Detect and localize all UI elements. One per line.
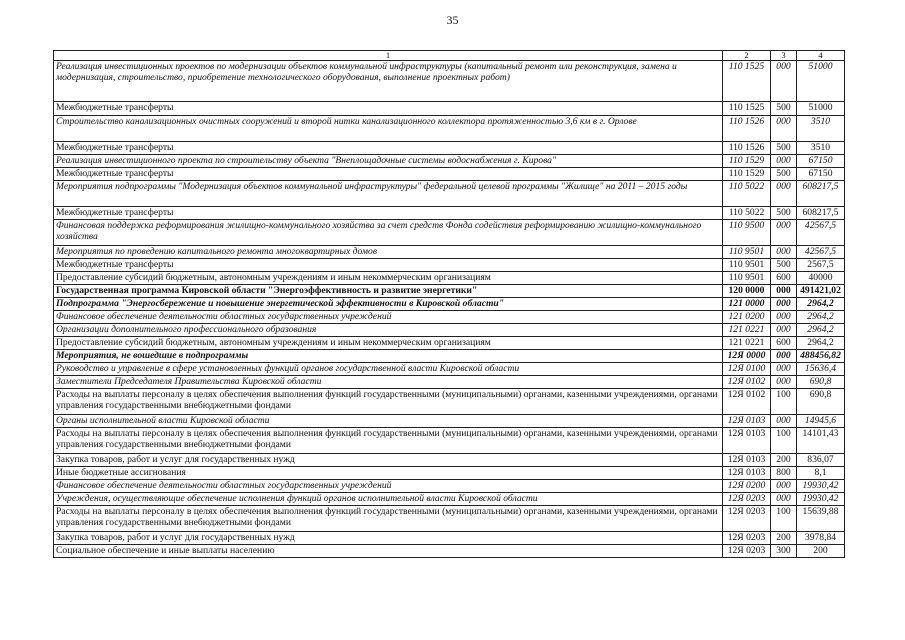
row-amount-cell: 2964,2 xyxy=(797,298,845,311)
table-row xyxy=(54,272,845,285)
row-code-cell: 12Я 0203 xyxy=(723,506,771,532)
row-type-cell: 000 xyxy=(771,480,797,493)
header-col-4: 4 xyxy=(797,51,845,61)
row-code-cell: 12Я 0100 xyxy=(723,363,771,376)
row-code-cell: 12Я 0102 xyxy=(723,376,771,389)
row-amount-cell: 200 xyxy=(797,545,845,558)
row-name-cell: Иные бюджетные ассигнования xyxy=(54,467,723,480)
table-row xyxy=(54,102,845,116)
row-name-cell: Финансовое обеспечение деятельности областных государственных учреждений xyxy=(54,480,723,493)
table-row xyxy=(54,220,845,246)
row-type-cell: 500 xyxy=(771,142,797,155)
row-name-cell: Реализация инвестиционных проектов по модернизации объектов коммунальной инфраструктуры (капитальный ремонт или реконструкция, замена и модернизация, строительство, приобретение технологического оборудования, выполнение проектных работ) xyxy=(54,61,723,102)
row-type-cell: 000 xyxy=(771,285,797,298)
row-amount-cell: 15639,88 xyxy=(797,506,845,532)
row-code-cell: 12Я 0203 xyxy=(723,493,771,506)
row-type-cell: 100 xyxy=(771,389,797,415)
row-amount-cell: 67150 xyxy=(797,168,845,181)
table-row xyxy=(54,506,845,532)
row-amount-cell: 42567,5 xyxy=(797,220,845,246)
table-row xyxy=(54,259,845,272)
row-code-cell: 110 1529 xyxy=(723,155,771,168)
row-name-cell: Расходы на выплаты персоналу в целях обеспечения выполнения функций государственными (муниципальными) органами, казенными учреждениями, органами управления государственными внебюджетными фондами xyxy=(54,428,723,454)
row-code-cell: 121 0200 xyxy=(723,311,771,324)
table-row xyxy=(54,545,845,558)
row-name-cell: Межбюджетные трансферты xyxy=(54,102,723,116)
header-col-2: 2 xyxy=(723,51,771,61)
row-amount-cell: 836,07 xyxy=(797,454,845,467)
row-amount-cell: 491421,02 xyxy=(797,285,845,298)
row-amount-cell: 51000 xyxy=(797,102,845,116)
table-row xyxy=(54,532,845,545)
row-amount-cell: 608217,5 xyxy=(797,181,845,207)
row-code-cell: 12Я 0102 xyxy=(723,389,771,415)
row-amount-cell: 51000 xyxy=(797,61,845,102)
row-amount-cell: 690,8 xyxy=(797,376,845,389)
table-row xyxy=(54,155,845,168)
row-name-cell: Закупка товаров, работ и услуг для государственных нужд xyxy=(54,454,723,467)
row-name-cell: Государственная программа Кировской области "Энергоэффективность и развитие энергетики" xyxy=(54,285,723,298)
row-type-cell: 600 xyxy=(771,272,797,285)
row-type-cell: 200 xyxy=(771,532,797,545)
row-type-cell: 100 xyxy=(771,506,797,532)
table-row xyxy=(54,493,845,506)
row-amount-cell: 608217,5 xyxy=(797,207,845,220)
row-type-cell: 500 xyxy=(771,168,797,181)
header-col-3: 3 xyxy=(771,51,797,61)
row-code-cell: 110 9501 xyxy=(723,246,771,259)
row-amount-cell: 19930,42 xyxy=(797,493,845,506)
table-row xyxy=(54,311,845,324)
row-type-cell: 500 xyxy=(771,102,797,116)
table-row xyxy=(54,181,845,207)
row-type-cell: 100 xyxy=(771,428,797,454)
row-name-cell: Заместители Председателя Правительства Кировской области xyxy=(54,376,723,389)
table-row xyxy=(54,337,845,350)
row-name-cell: Межбюджетные трансферты xyxy=(54,168,723,181)
table-row xyxy=(54,207,845,220)
table-row xyxy=(54,116,845,142)
table-row xyxy=(54,246,845,259)
row-name-cell: Межбюджетные трансферты xyxy=(54,142,723,155)
row-code-cell: 110 5022 xyxy=(723,207,771,220)
row-code-cell: 12Я 0203 xyxy=(723,545,771,558)
row-type-cell: 500 xyxy=(771,207,797,220)
row-amount-cell: 3510 xyxy=(797,116,845,142)
table-row xyxy=(54,61,845,102)
table-row xyxy=(54,376,845,389)
row-code-cell: 110 1525 xyxy=(723,102,771,116)
row-code-cell: 12Я 0103 xyxy=(723,428,771,454)
row-amount-cell: 2964,2 xyxy=(797,324,845,337)
row-code-cell: 110 9501 xyxy=(723,259,771,272)
row-code-cell: 110 1526 xyxy=(723,142,771,155)
page-number: 35 xyxy=(446,13,459,27)
table-row xyxy=(54,428,845,454)
row-name-cell: Учреждения, осуществляющие обеспечение исполнения функций органов исполнительной власти Кировской области xyxy=(54,493,723,506)
row-amount-cell: 19930,42 xyxy=(797,480,845,493)
row-name-cell: Предоставление субсидий бюджетным, автономным учреждениям и иным некоммерческим организациям xyxy=(54,337,723,350)
row-type-cell: 000 xyxy=(771,363,797,376)
row-amount-cell: 67150 xyxy=(797,155,845,168)
table-row xyxy=(54,350,845,363)
row-amount-cell: 488456,82 xyxy=(797,350,845,363)
row-code-cell: 110 1526 xyxy=(723,116,771,142)
row-type-cell: 000 xyxy=(771,181,797,207)
row-name-cell: Закупка товаров, работ и услуг для государственных нужд xyxy=(54,532,723,545)
table-row xyxy=(54,168,845,181)
row-type-cell: 000 xyxy=(771,220,797,246)
row-name-cell: Расходы на выплаты персоналу в целях обеспечения выполнения функций государственными (муниципальными) органами, казенными учреждениями, органами управления государственными внебюджетными фондами xyxy=(54,506,723,532)
row-amount-cell: 3510 xyxy=(797,142,845,155)
row-name-cell: Строительство канализационных очистных сооружений и второй нитки канализационного коллектора протяженностью 3,6 км в г. Орлове xyxy=(54,116,723,142)
budget-table xyxy=(53,50,845,558)
row-code-cell: 121 0000 xyxy=(723,298,771,311)
table-row xyxy=(54,454,845,467)
row-code-cell: 12Я 0000 xyxy=(723,350,771,363)
row-code-cell: 110 1525 xyxy=(723,61,771,102)
row-code-cell: 12Я 0103 xyxy=(723,467,771,480)
row-amount-cell: 15636,4 xyxy=(797,363,845,376)
row-amount-cell: 3978,84 xyxy=(797,532,845,545)
row-amount-cell: 14101,43 xyxy=(797,428,845,454)
row-amount-cell: 690,8 xyxy=(797,389,845,415)
row-amount-cell: 42567,5 xyxy=(797,246,845,259)
header-col-1: 1 xyxy=(54,51,723,61)
row-code-cell: 120 0000 xyxy=(723,285,771,298)
row-type-cell: 000 xyxy=(771,246,797,259)
row-name-cell: Расходы на выплаты персоналу в целях обеспечения выполнения функций государственными (муниципальными) органами, казенными учреждениями, органами управления государственными внебюджетными фондами xyxy=(54,389,723,415)
table-row xyxy=(54,142,845,155)
row-code-cell: 110 1529 xyxy=(723,168,771,181)
row-name-cell: Руководство и управление в сфере установленных функций органов государственной власти Кировской области xyxy=(54,363,723,376)
row-name-cell: Социальное обеспечение и иные выплаты населению xyxy=(54,545,723,558)
row-type-cell: 000 xyxy=(771,376,797,389)
table-header-row xyxy=(54,51,845,61)
row-name-cell: Финансовая поддержка реформирования жилищно-коммунального хозяйства за счет средств Фонда содействия реформированию жилищно-коммунального хозяйства xyxy=(54,220,723,246)
row-name-cell: Мероприятия подпрограммы "Модернизация объектов коммунальной инфраструктуры" федеральной целевой программы "Жилище" на 2011 – 2015 годы xyxy=(54,181,723,207)
row-amount-cell: 2964,2 xyxy=(797,311,845,324)
table-row xyxy=(54,298,845,311)
row-code-cell: 110 9501 xyxy=(723,272,771,285)
row-code-cell: 12Я 0200 xyxy=(723,480,771,493)
row-type-cell: 000 xyxy=(771,61,797,102)
row-name-cell: Межбюджетные трансферты xyxy=(54,259,723,272)
row-name-cell: Мероприятия, не вошедшие в подпрограммы xyxy=(54,350,723,363)
row-name-cell: Межбюджетные трансферты xyxy=(54,207,723,220)
row-name-cell: Финансовое обеспечение деятельности областных государственных учреждений xyxy=(54,311,723,324)
row-code-cell: 12Я 0103 xyxy=(723,454,771,467)
row-type-cell: 000 xyxy=(771,311,797,324)
row-name-cell: Органы исполнительной власти Кировской области xyxy=(54,415,723,428)
row-name-cell: Организации дополнительного профессионального образования xyxy=(54,324,723,337)
row-type-cell: 200 xyxy=(771,454,797,467)
row-type-cell: 000 xyxy=(771,298,797,311)
table-row xyxy=(54,363,845,376)
row-type-cell: 800 xyxy=(771,467,797,480)
table-row xyxy=(54,324,845,337)
table-row xyxy=(54,480,845,493)
table-row xyxy=(54,285,845,298)
row-name-cell: Реализация инвестиционного проекта по строительству объекта "Внеплощадочные системы водоснабжения г. Кирова" xyxy=(54,155,723,168)
row-amount-cell: 40000 xyxy=(797,272,845,285)
row-code-cell: 12Я 0103 xyxy=(723,415,771,428)
row-type-cell: 000 xyxy=(771,350,797,363)
row-type-cell: 300 xyxy=(771,545,797,558)
row-name-cell: Предоставление субсидий бюджетным, автономным учреждениям и иным некоммерческим организациям xyxy=(54,272,723,285)
row-code-cell: 110 5022 xyxy=(723,181,771,207)
row-type-cell: 000 xyxy=(771,415,797,428)
table-row xyxy=(54,389,845,415)
row-type-cell: 500 xyxy=(771,259,797,272)
row-amount-cell: 14945,6 xyxy=(797,415,845,428)
row-type-cell: 000 xyxy=(771,155,797,168)
row-amount-cell: 2964,2 xyxy=(797,337,845,350)
row-amount-cell: 2567,5 xyxy=(797,259,845,272)
row-code-cell: 12Я 0203 xyxy=(723,532,771,545)
row-code-cell: 121 0221 xyxy=(723,324,771,337)
row-type-cell: 000 xyxy=(771,116,797,142)
row-code-cell: 121 0221 xyxy=(723,337,771,350)
row-type-cell: 600 xyxy=(771,337,797,350)
table-row xyxy=(54,467,845,480)
row-code-cell: 110 9500 xyxy=(723,220,771,246)
row-type-cell: 000 xyxy=(771,493,797,506)
row-amount-cell: 8,1 xyxy=(797,467,845,480)
row-name-cell: Мероприятия по проведению капитального ремонта многоквартирных домов xyxy=(54,246,723,259)
row-name-cell: Подпрограмма "Энергосбережение и повышение энергетической эффективности в Кировской области" xyxy=(54,298,723,311)
row-type-cell: 000 xyxy=(771,324,797,337)
table-row xyxy=(54,415,845,428)
